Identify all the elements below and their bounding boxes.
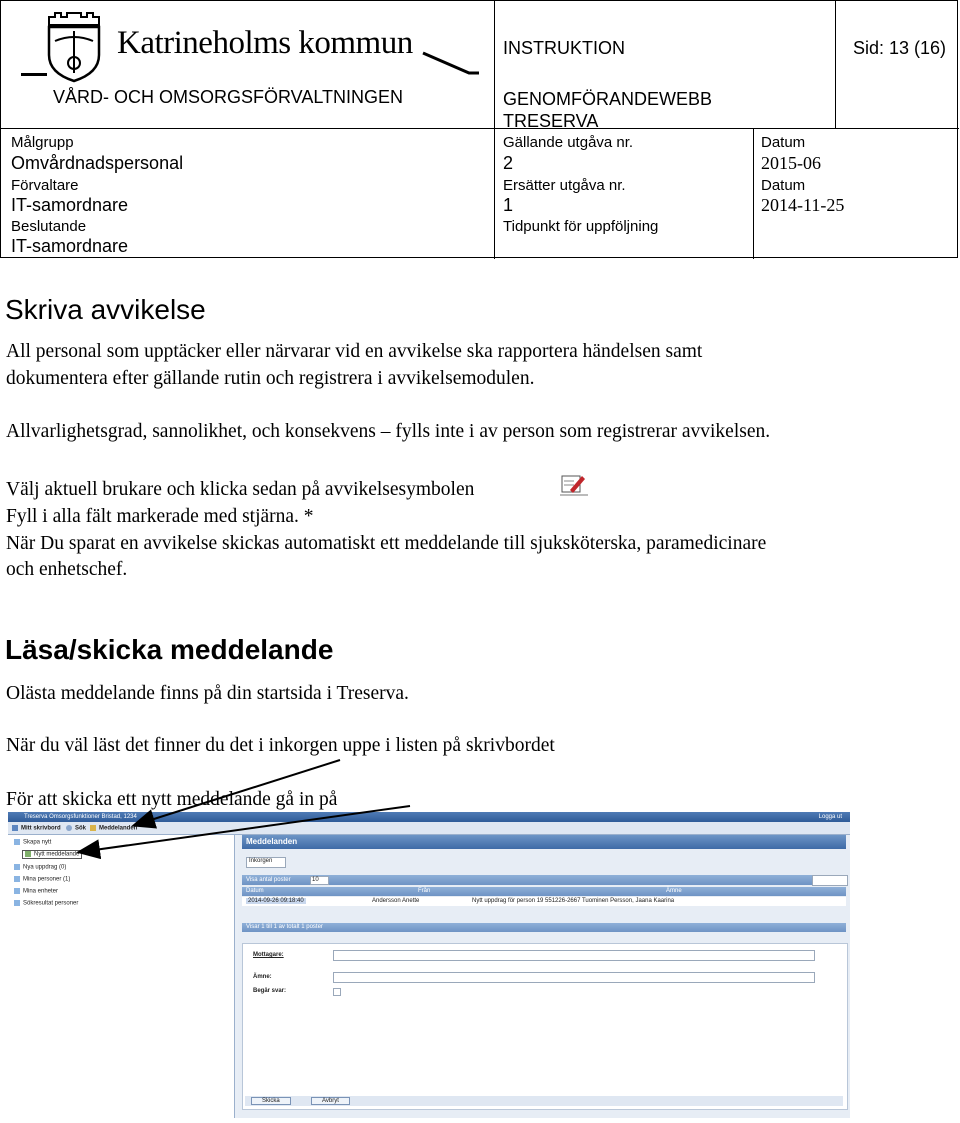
tree-item-my-units[interactable]: Mina enheter	[14, 888, 58, 895]
recipients-input[interactable]	[333, 950, 815, 961]
folder-icon	[14, 888, 20, 894]
section-heading-meddelande: Läsa/skicka meddelande	[5, 634, 334, 665]
list-toolbar: Visa antal poster 10	[242, 875, 846, 885]
logo-underline	[21, 73, 47, 76]
doc-type: INSTRUKTION	[503, 38, 626, 58]
logout-link[interactable]: Logga ut	[818, 814, 842, 820]
ersatter-value: 1	[503, 195, 514, 215]
doc-title-line2: TRESERVA	[503, 111, 599, 131]
table-footer: Visar 1 till 1 av totalt 1 poster	[242, 923, 846, 932]
reply-label: Begär svar:	[253, 988, 287, 994]
cancel-button[interactable]: Avbryt	[311, 1097, 350, 1105]
document-header	[0, 0, 958, 258]
page-size-select[interactable]: 10	[310, 876, 329, 885]
arrow-to-messages	[135, 760, 340, 825]
arrow-to-new-message	[80, 806, 410, 852]
beslutande-label: Beslutande	[11, 218, 87, 235]
folder-select[interactable]: Inkorgen	[246, 857, 286, 868]
navigation-tree	[8, 835, 235, 1118]
folder-icon	[14, 900, 20, 906]
reply-checkbox[interactable]	[333, 988, 341, 996]
logo-swoosh	[421, 49, 481, 77]
tree-item-new-message[interactable]: Nytt meddelande	[22, 850, 82, 859]
section-heading-avvikelse: Skriva avvikelse	[5, 294, 206, 325]
coat-of-arms-icon	[45, 11, 103, 83]
form-button-bar	[245, 1096, 843, 1106]
utgava-value: 2	[503, 153, 514, 173]
window-titlebar: Treserva Omsorgsfunktioner Bristad, 1234 Logga ut	[8, 812, 850, 822]
malgrupp-value: Omvårdnadspersonal	[11, 153, 184, 173]
utgava-label: Gällande utgåva nr.	[503, 134, 634, 151]
annotation-arrows	[0, 740, 420, 870]
paragraph-5-line1: När Du sparat en avvikelse skickas automatiskt ett meddelande till sjuksköterska, paramedicinare	[6, 533, 767, 554]
table-row[interactable]: 2014-09-26 09:18:40 Andersson Anette Nytt uppdrag för person 19 551226-2667 Tuominen Persson, Jaana Kaarina	[242, 897, 846, 906]
paragraph-6: Olästa meddelande finns på din startsida i Treserva.	[6, 683, 409, 704]
tree-item-create[interactable]: Skapa nytt	[14, 839, 51, 846]
tree-item-my-persons[interactable]: Mina personer (1)	[14, 876, 70, 883]
paragraph-8: För att skicka ett nytt meddelande gå in på	[6, 789, 338, 810]
organization-name: VÅRD- OCH OMSORGSFÖRVALTNINGEN	[53, 87, 404, 107]
datum1-label: Datum	[761, 134, 806, 151]
forvaltare-label: Förvaltare	[11, 177, 79, 194]
uppfoljning-label: Tidpunkt för uppföljning	[503, 218, 659, 235]
new-message-form	[242, 943, 848, 1110]
paragraph-2: Allvarlighetsgrad, sannolikhet, och konsekvens – fylls inte i av person som registrerar avvikelsen.	[6, 421, 771, 442]
toolbar-search[interactable]: Sök	[66, 825, 86, 832]
toolbar-desk[interactable]: Mitt skrivbord	[12, 825, 61, 832]
panel-title: Meddelanden	[242, 835, 846, 849]
folder-icon	[14, 876, 20, 882]
paragraph-5-line2: och enhetschef.	[6, 559, 128, 580]
paragraph-7: När du väl läst det finner du det i inkorgen uppe i listen på skrivbordet	[6, 735, 555, 756]
paragraph-1-line1: All personal som upptäcker eller närvarar vid en avvikelse ska rapportera händelsen samt	[6, 341, 703, 362]
paragraph-1-line2: dokumentera efter gällande rutin och registrera i avvikelsemodulen.	[6, 368, 535, 389]
table-header: Datum Från Ämne	[242, 887, 846, 896]
tree-item-assignments[interactable]: Nya uppdrag (0)	[14, 864, 66, 871]
toolbar-messages[interactable]: Meddelanden	[90, 825, 137, 832]
deviation-symbol-icon	[560, 472, 588, 496]
paragraph-4: Fyll i alla fält markerade med stjärna. *	[6, 506, 314, 527]
send-button[interactable]: Skicka	[251, 1097, 291, 1105]
messages-panel	[238, 835, 850, 1118]
datum2-value: 2014-11-25	[761, 195, 845, 215]
forvaltare-value: IT-samordnare	[11, 195, 129, 215]
tree-item-search-results[interactable]: Sökresultat personer	[14, 900, 78, 907]
datum1-value: 2015-06	[761, 153, 821, 173]
malgrupp-label: Målgrupp	[11, 134, 74, 151]
doc-title-line1: GENOMFÖRANDEWEBB	[503, 89, 713, 109]
subject-input[interactable]	[333, 972, 815, 983]
subject-label: Ämne:	[253, 974, 272, 980]
list-search-input[interactable]	[812, 875, 848, 886]
datum2-label: Datum	[761, 177, 806, 194]
recipients-label[interactable]: Mottagare:	[253, 952, 284, 958]
logo-text: Katrineholms kommun	[117, 25, 413, 61]
page-number: Sid: 13 (16)	[853, 38, 947, 58]
paragraph-3: Välj aktuell brukare och klicka sedan på avvikelsesymbolen	[6, 479, 475, 500]
ersatter-label: Ersätter utgåva nr.	[503, 177, 626, 194]
beslutande-value: IT-samordnare	[11, 236, 129, 256]
